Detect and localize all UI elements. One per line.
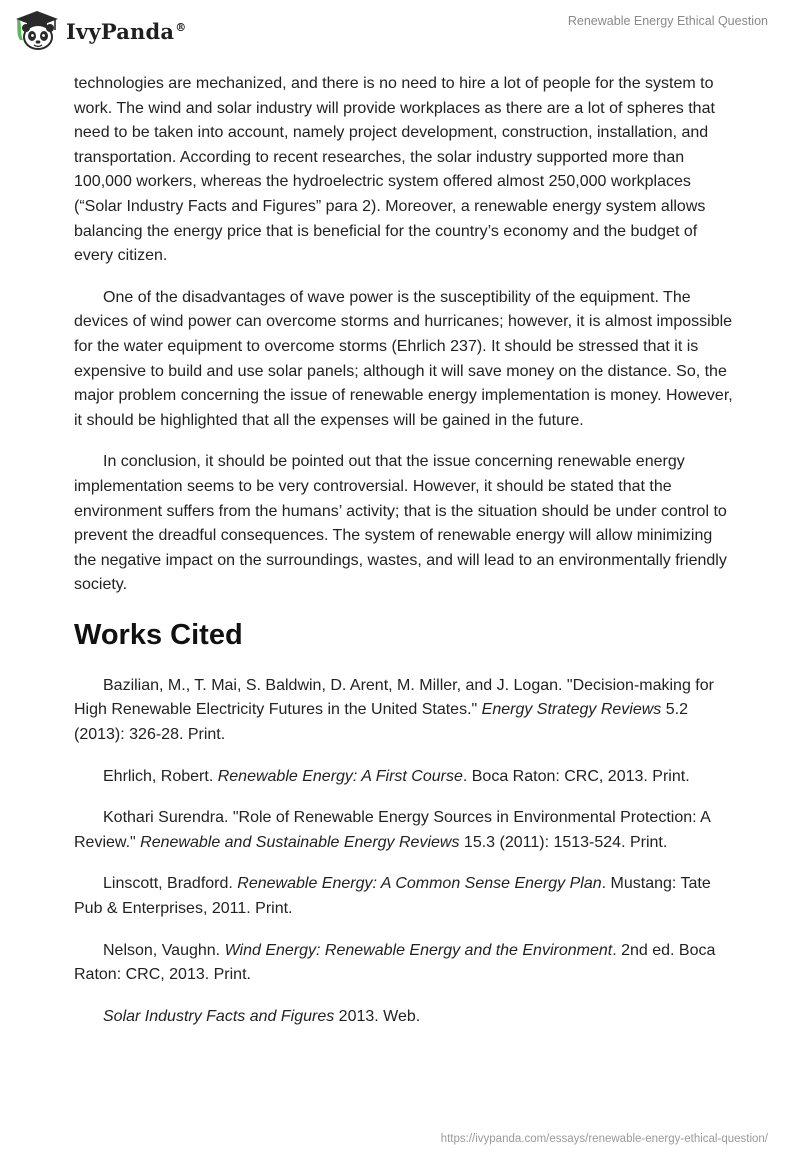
citation-ehrlich: Ehrlich, Robert. Renewable Energy: A First Course. Boca Raton: CRC, 2013. Print. bbox=[103, 767, 690, 785]
essay-content bbox=[74, 72, 734, 1046]
works-cited-heading: Works Cited bbox=[74, 618, 243, 651]
source-url-link[interactable]: https://ivypanda.com/essays/renewable-energy-ethical-question/ bbox=[440, 1133, 768, 1145]
logo-wordmark: IvyPanda® bbox=[66, 18, 187, 44]
citation-bazilian: Bazilian, M., T. Mai, S. Baldwin, D. Arent, M. Miller, and J. Logan. "Decision-making for High Renewable Electricity Futures in the United States." Energy Strategy Reviews 5.2 (2013): 326-28. Print. bbox=[74, 676, 714, 744]
citation-solar-industry: Solar Industry Facts and Figures 2013. Web. bbox=[103, 1007, 421, 1025]
ivypanda-logo[interactable] bbox=[14, 10, 186, 50]
panda-grad-cap-icon bbox=[14, 10, 60, 50]
paragraph-disadvantages: One of the disadvantages of wave power is the susceptibility of the equipment. The devices of wind power can overcome storms and hurricanes; however, it is almost impossible for the water equipment to overcome storms (Ehrlich 237). It should be stressed that it is expensive to build and use solar panels; although it will save money on the distance. So, the major problem concerning the issue of renewable energy implementation is money. However, it should be highlighted that all the expenses will be gained in the future. bbox=[74, 288, 733, 429]
page-header bbox=[0, 0, 800, 64]
paragraph-continued: technologies are mechanized, and there is no need to hire a lot of people for the system to work. The wind and solar industry will provide workplaces as there are a lot of spheres that need to be taken into account, namely project development, construction, installation, and transportation. According to recent researches, the solar industry supported more than 100,000 workers, whereas the hydroelectric system offered almost 250,000 workplaces (“Solar Industry Facts and Figures” para 2). Moreover, a renewable energy system allows balancing the energy price that is beneficial for the country’s economy and the budget of every citizen. bbox=[74, 75, 715, 265]
document-title: Renewable Energy Ethical Question bbox=[567, 14, 768, 28]
citation-linscott: Linscott, Bradford. Renewable Energy: A Common Sense Energy Plan. Mustang: Tate Pub & Enterprises, 2011. Print. bbox=[74, 875, 711, 918]
citation-nelson: Nelson, Vaughn. Wind Energy: Renewable Energy and the Environment. 2nd ed. Boca Raton: CRC, 2013. Print. bbox=[74, 941, 716, 984]
paragraph-conclusion: In conclusion, it should be pointed out that the issue concerning renewable energy implementation seems to be very controversial. However, it should be stated that the environment suffers from the humans’ activity; that is the situation should be under control to prevent the dreadful consequences. The system of renewable energy will allow minimizing the negative impact on the surroundings, wastes, and will lead to an environmentally friendly society. bbox=[74, 453, 727, 594]
citation-kothari: Kothari Surendra. "Role of Renewable Energy Sources in Environmental Protection: A Review." Renewable and Sustainable Energy Reviews 15.3 (2011): 1513-524. Print. bbox=[74, 809, 710, 851]
